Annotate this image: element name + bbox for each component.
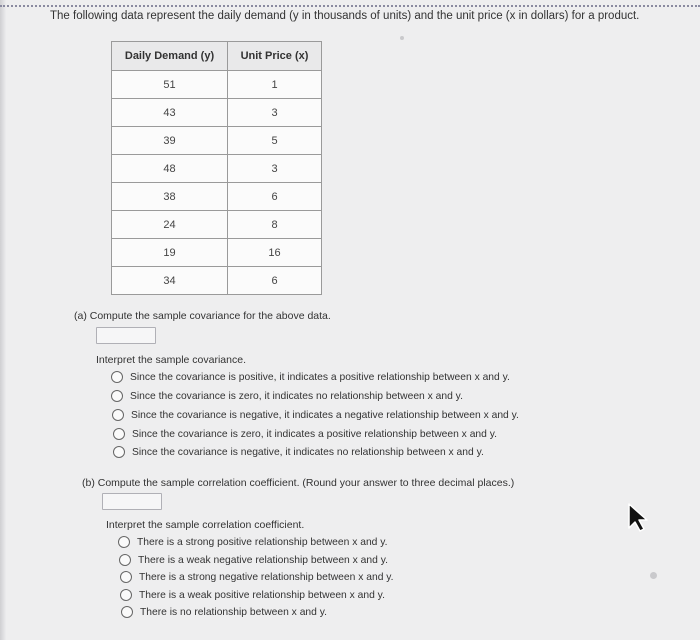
price-cell: 1	[228, 71, 322, 99]
radio-button[interactable]	[113, 446, 125, 458]
table-header-row	[112, 42, 322, 71]
correlation-answer-input[interactable]	[102, 493, 162, 510]
price-cell: 3	[228, 99, 322, 127]
option-label: There is a weak negative relationship between x and y.	[138, 554, 388, 566]
part-b-question: (b) Compute the sample correlation coefficient. (Round your answer to three decimal places.)	[82, 477, 515, 489]
demand-cell: 43	[112, 99, 228, 127]
price-cell: 6	[228, 183, 322, 211]
screen-speck	[400, 36, 404, 40]
correlation-option-1[interactable]	[118, 536, 388, 548]
table-row	[112, 239, 322, 267]
demand-cell: 51	[112, 71, 228, 99]
radio-button[interactable]	[111, 371, 123, 383]
part-b-interpret-label: Interpret the sample correlation coefficient.	[106, 519, 305, 531]
price-cell: 3	[228, 155, 322, 183]
radio-button[interactable]	[121, 606, 133, 618]
column-header-demand: Daily Demand (y)	[112, 42, 228, 71]
option-label: There is no relationship between x and y.	[140, 606, 327, 618]
covariance-option-4[interactable]	[113, 428, 497, 440]
radio-button[interactable]	[120, 589, 132, 601]
table-row	[112, 99, 322, 127]
table-row	[112, 127, 322, 155]
radio-button[interactable]	[113, 428, 125, 440]
table-row	[112, 267, 322, 295]
screen-speck	[650, 572, 657, 579]
demand-cell: 39	[112, 127, 228, 155]
correlation-option-2[interactable]	[119, 554, 388, 566]
problem-statement: The following data represent the daily demand (y in thousands of units) and the unit price (x in dollars) for a product.	[50, 10, 640, 22]
option-label: Since the covariance is zero, it indicates a positive relationship between x and y.	[132, 428, 497, 440]
part-a-interpret-label: Interpret the sample covariance.	[96, 354, 246, 366]
table-row	[112, 71, 322, 99]
option-label: Since the covariance is positive, it indicates a positive relationship between x and y.	[130, 371, 510, 383]
price-cell: 5	[228, 127, 322, 155]
covariance-option-1[interactable]	[111, 371, 510, 383]
top-divider	[0, 5, 700, 7]
option-label: Since the covariance is negative, it indicates a negative relationship between x and y.	[131, 409, 519, 421]
price-cell: 8	[228, 211, 322, 239]
column-header-price: Unit Price (x)	[228, 42, 322, 71]
covariance-option-3[interactable]	[112, 409, 519, 421]
option-label: There is a strong positive relationship between x and y.	[137, 536, 388, 548]
radio-button[interactable]	[111, 390, 123, 402]
radio-button[interactable]	[119, 554, 131, 566]
demand-cell: 19	[112, 239, 228, 267]
table-row	[112, 183, 322, 211]
demand-cell: 24	[112, 211, 228, 239]
price-cell: 6	[228, 267, 322, 295]
demand-cell: 38	[112, 183, 228, 211]
radio-button[interactable]	[118, 536, 130, 548]
part-a-question: (a) Compute the sample covariance for the above data.	[74, 310, 331, 322]
covariance-option-5[interactable]	[113, 446, 484, 458]
option-label: There is a weak positive relationship between x and y.	[139, 589, 385, 601]
option-label: Since the covariance is zero, it indicates no relationship between x and y.	[130, 390, 463, 402]
demand-cell: 34	[112, 267, 228, 295]
radio-button[interactable]	[120, 571, 132, 583]
correlation-option-4[interactable]	[120, 589, 385, 601]
covariance-answer-input[interactable]	[96, 327, 156, 344]
correlation-option-5[interactable]	[121, 606, 327, 618]
mouse-pointer-icon	[622, 500, 652, 534]
data-table	[111, 41, 322, 295]
correlation-option-3[interactable]	[120, 571, 394, 583]
window-edge	[0, 0, 6, 640]
option-label: Since the covariance is negative, it indicates no relationship between x and y.	[132, 446, 484, 458]
demand-cell: 48	[112, 155, 228, 183]
price-cell: 16	[228, 239, 322, 267]
table-row	[112, 211, 322, 239]
table-row	[112, 155, 322, 183]
option-label: There is a strong negative relationship between x and y.	[139, 571, 394, 583]
covariance-option-2[interactable]	[111, 390, 463, 402]
radio-button[interactable]	[112, 409, 124, 421]
